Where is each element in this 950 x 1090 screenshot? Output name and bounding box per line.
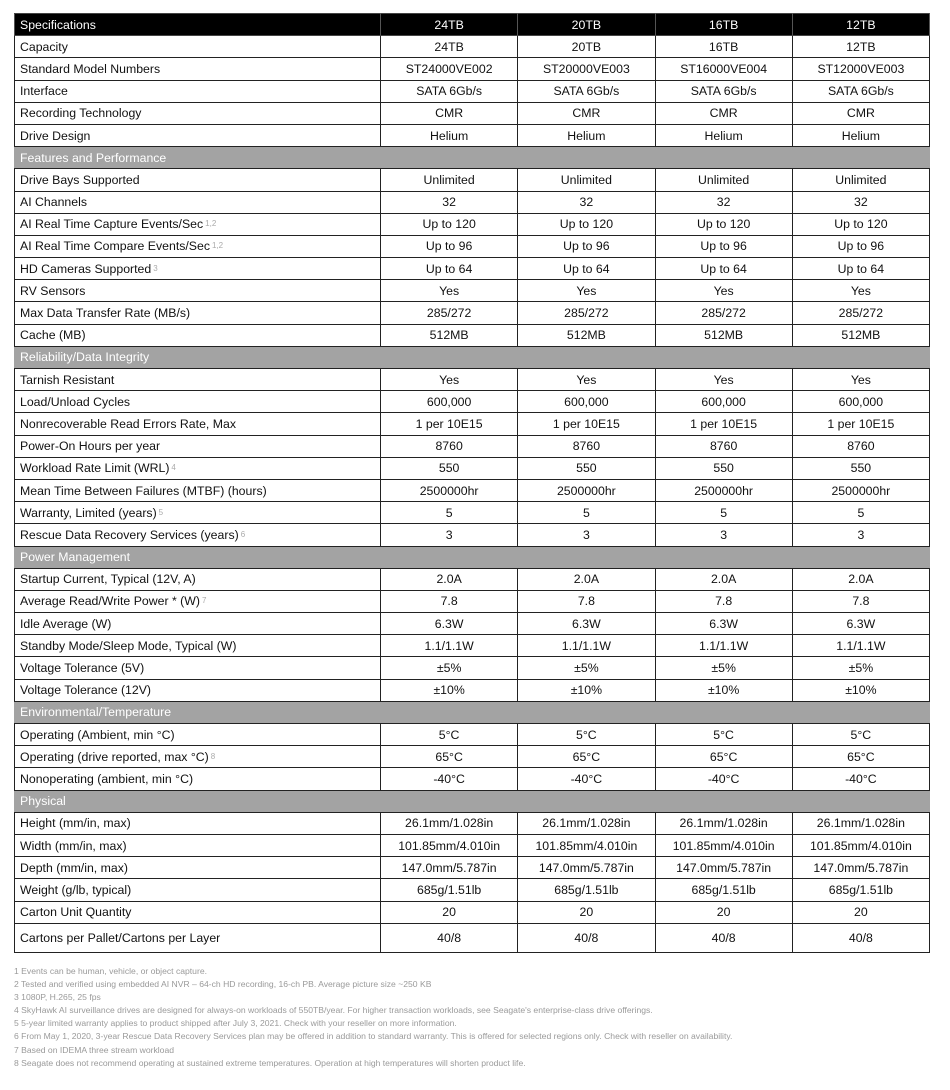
table-row <box>15 479 930 501</box>
value-cell: SATA 6Gb/s <box>792 80 929 102</box>
section-title: Features and Performance <box>15 147 930 169</box>
value-cell: 1 per 10E15 <box>655 413 792 435</box>
value-cell: ST12000VE003 <box>792 58 929 80</box>
section-title: Reliability/Data Integrity <box>15 346 930 368</box>
value-cell: 8760 <box>792 435 929 457</box>
value-cell: 40/8 <box>655 923 792 952</box>
row-label: Workload Rate Limit (WRL) <box>20 461 170 476</box>
footnote-marker: 1,2 <box>205 219 217 229</box>
value-cell: Yes <box>518 280 655 302</box>
table-row <box>15 169 930 191</box>
value-cell: 20 <box>792 901 929 923</box>
footnote-marker: 4 <box>171 463 176 473</box>
value-cell: 65°C <box>655 746 792 768</box>
value-cell: 550 <box>792 457 929 479</box>
value-cell: Up to 96 <box>655 235 792 257</box>
value-cell: 6.3W <box>381 613 518 635</box>
table-row <box>15 124 930 146</box>
footnote-line: 8 Seagate does not recommend operating at sustained extreme temperatures. Operation at high temperatures will shorten product life. <box>14 1057 526 1068</box>
value-cell: 2500000hr <box>518 479 655 501</box>
value-cell: Unlimited <box>518 169 655 191</box>
value-cell: 3 <box>518 524 655 546</box>
row-label: Startup Current, Typical (12V, A) <box>20 572 196 587</box>
value-cell: 550 <box>655 457 792 479</box>
value-cell: Yes <box>381 280 518 302</box>
header-column: 16TB <box>655 14 792 36</box>
value-cell: 20 <box>655 901 792 923</box>
table-row <box>15 457 930 479</box>
value-cell: -40°C <box>792 768 929 790</box>
value-cell: Up to 64 <box>792 258 929 280</box>
table-row <box>15 657 930 679</box>
value-cell: 16TB <box>655 36 792 58</box>
row-label: Rescue Data Recovery Services (years) <box>20 527 239 542</box>
value-cell: 2.0A <box>381 568 518 590</box>
value-cell: 26.1mm/1.028in <box>792 812 929 834</box>
value-cell: Up to 120 <box>518 213 655 235</box>
value-cell: 101.85mm/4.010in <box>655 834 792 856</box>
value-cell: CMR <box>381 102 518 124</box>
value-cell: 26.1mm/1.028in <box>655 812 792 834</box>
value-cell: 2.0A <box>792 568 929 590</box>
spec-body <box>15 36 930 953</box>
value-cell: 40/8 <box>518 923 655 952</box>
row-label-cell <box>15 768 381 790</box>
value-cell: 600,000 <box>655 391 792 413</box>
section-header-row <box>15 546 930 568</box>
row-label: Weight (g/lb, typical) <box>20 882 132 897</box>
value-cell: 147.0mm/5.787in <box>518 857 655 879</box>
row-label-cell <box>15 657 381 679</box>
value-cell: Up to 120 <box>655 213 792 235</box>
value-cell: 20 <box>381 901 518 923</box>
row-label: AI Real Time Capture Events/Sec <box>20 217 204 232</box>
value-cell: 20 <box>518 901 655 923</box>
row-label: Voltage Tolerance (5V) <box>20 661 145 676</box>
value-cell: 26.1mm/1.028in <box>381 812 518 834</box>
value-cell: 7.8 <box>381 590 518 612</box>
row-label: Standard Model Numbers <box>20 61 161 76</box>
value-cell: Yes <box>518 369 655 391</box>
section-title: Power Management <box>15 546 930 568</box>
value-cell: ST16000VE004 <box>655 58 792 80</box>
value-cell: 1.1/1.1W <box>655 635 792 657</box>
value-cell: 7.8 <box>655 590 792 612</box>
value-cell: 600,000 <box>381 391 518 413</box>
value-cell: 101.85mm/4.010in <box>792 834 929 856</box>
value-cell: 2500000hr <box>655 479 792 501</box>
value-cell: 7.8 <box>792 590 929 612</box>
value-cell: ±10% <box>655 679 792 701</box>
table-row <box>15 258 930 280</box>
row-label-cell <box>15 635 381 657</box>
value-cell: 8760 <box>518 435 655 457</box>
section-header-row <box>15 701 930 723</box>
row-label: AI Channels <box>20 195 87 210</box>
table-row <box>15 812 930 834</box>
table-row <box>15 302 930 324</box>
row-label-cell <box>15 102 381 124</box>
value-cell: 285/272 <box>792 302 929 324</box>
row-label-cell <box>15 724 381 746</box>
table-row <box>15 58 930 80</box>
value-cell: 685g/1.51lb <box>655 879 792 901</box>
footnote-line: 6 From May 1, 2020, 3-year Rescue Data Recovery Services plan may be offered in addition to standard warranty. This is offered for selected regions only. Check with reseller on availability. <box>14 1031 733 1042</box>
value-cell: 8760 <box>655 435 792 457</box>
value-cell: CMR <box>792 102 929 124</box>
row-label: Recording Technology <box>20 106 142 121</box>
value-cell: 32 <box>792 191 929 213</box>
value-cell: ±10% <box>792 679 929 701</box>
value-cell: Yes <box>655 369 792 391</box>
row-label-cell <box>15 679 381 701</box>
value-cell: Up to 96 <box>792 235 929 257</box>
row-label-cell <box>15 302 381 324</box>
value-cell: 147.0mm/5.787in <box>792 857 929 879</box>
footnote-line: 2 Tested and verified using embedded AI NVR – 64-ch HD recording, 16-ch PB. Average picture size ~250 KB <box>14 979 432 990</box>
value-cell: 1.1/1.1W <box>381 635 518 657</box>
footnote-line: 7 Based on IDEMA three stream workload <box>14 1044 175 1055</box>
value-cell: 65°C <box>792 746 929 768</box>
value-cell: 5°C <box>792 724 929 746</box>
footnote-line: 1 Events can be human, vehicle, or object capture. <box>14 966 207 976</box>
value-cell: 6.3W <box>792 613 929 635</box>
row-label: Width (mm/in, max) <box>20 838 127 853</box>
value-cell: ±5% <box>518 657 655 679</box>
value-cell: 5 <box>518 502 655 524</box>
table-row <box>15 191 930 213</box>
value-cell: 1.1/1.1W <box>518 635 655 657</box>
table-row <box>15 435 930 457</box>
row-label-cell <box>15 857 381 879</box>
value-cell: -40°C <box>655 768 792 790</box>
table-row <box>15 857 930 879</box>
row-label: Drive Bays Supported <box>20 172 140 187</box>
value-cell: 5 <box>381 502 518 524</box>
value-cell: Unlimited <box>655 169 792 191</box>
value-cell: 685g/1.51lb <box>792 879 929 901</box>
value-cell: 5 <box>655 502 792 524</box>
value-cell: ±10% <box>518 679 655 701</box>
value-cell: 512MB <box>518 324 655 346</box>
row-label-cell <box>15 124 381 146</box>
value-cell: Yes <box>655 280 792 302</box>
footnotes <box>14 965 934 1070</box>
value-cell: CMR <box>518 102 655 124</box>
table-row <box>15 36 930 58</box>
value-cell: 512MB <box>381 324 518 346</box>
row-label-cell <box>15 169 381 191</box>
value-cell: SATA 6Gb/s <box>518 80 655 102</box>
table-row <box>15 524 930 546</box>
footnote-marker: 8 <box>210 751 216 761</box>
table-row <box>15 679 930 701</box>
value-cell: 1 per 10E15 <box>381 413 518 435</box>
row-label-cell <box>15 235 381 257</box>
value-cell: 32 <box>381 191 518 213</box>
table-row <box>15 502 930 524</box>
row-label-cell <box>15 191 381 213</box>
row-label-cell <box>15 524 381 546</box>
table-row <box>15 834 930 856</box>
value-cell: 8760 <box>381 435 518 457</box>
row-label: Power-On Hours per year <box>20 439 161 454</box>
value-cell: 1 per 10E15 <box>518 413 655 435</box>
value-cell: ±5% <box>792 657 929 679</box>
row-label: Max Data Transfer Rate (MB/s) <box>20 306 191 321</box>
value-cell: Helium <box>518 124 655 146</box>
section-title: Environmental/Temperature <box>15 701 930 723</box>
value-cell: 1.1/1.1W <box>792 635 929 657</box>
table-row <box>15 102 930 124</box>
value-cell: ±10% <box>381 679 518 701</box>
footnote-marker: 3 <box>153 263 158 273</box>
value-cell: Up to 64 <box>655 258 792 280</box>
footnote-line: 4 SkyHawk AI surveillance drives are designed for always-on workloads of 550TB/year. For higher transaction workloads, see Seagate's enterprise-class drive offerings. <box>14 1005 653 1016</box>
value-cell: Up to 120 <box>381 213 518 235</box>
value-cell: ±5% <box>381 657 518 679</box>
row-label: Depth (mm/in, max) <box>20 860 128 875</box>
row-label-cell <box>15 834 381 856</box>
value-cell: 26.1mm/1.028in <box>518 812 655 834</box>
table-row <box>15 746 930 768</box>
value-cell: 65°C <box>381 746 518 768</box>
value-cell: 32 <box>655 191 792 213</box>
row-label: HD Cameras Supported <box>20 261 152 276</box>
value-cell: 5°C <box>518 724 655 746</box>
row-label: Voltage Tolerance (12V) <box>20 683 152 698</box>
row-label: Idle Average (W) <box>20 616 112 631</box>
header-column: 24TB <box>381 14 518 36</box>
row-label: Cache (MB) <box>20 328 86 343</box>
value-cell: 600,000 <box>518 391 655 413</box>
row-label: AI Real Time Compare Events/Sec <box>20 239 210 254</box>
value-cell: -40°C <box>381 768 518 790</box>
row-label-cell <box>15 901 381 923</box>
value-cell: 3 <box>655 524 792 546</box>
table-row <box>15 613 930 635</box>
table-row <box>15 369 930 391</box>
spec-table <box>14 13 930 953</box>
row-label-cell <box>15 479 381 501</box>
row-label-cell <box>15 568 381 590</box>
table-row <box>15 213 930 235</box>
value-cell: 512MB <box>655 324 792 346</box>
value-cell: 40/8 <box>381 923 518 952</box>
footnote-line: 3 1080P, H.265, 25 fps <box>14 992 101 1003</box>
row-label-cell <box>15 879 381 901</box>
value-cell: 147.0mm/5.787in <box>655 857 792 879</box>
row-label-cell <box>15 435 381 457</box>
row-label-cell <box>15 369 381 391</box>
header-row <box>15 14 930 36</box>
value-cell: 285/272 <box>518 302 655 324</box>
value-cell: Up to 64 <box>381 258 518 280</box>
value-cell: 101.85mm/4.010in <box>518 834 655 856</box>
value-cell: 2.0A <box>655 568 792 590</box>
row-label-cell <box>15 391 381 413</box>
row-label: Height (mm/in, max) <box>20 816 131 831</box>
value-cell: 2500000hr <box>381 479 518 501</box>
value-cell: CMR <box>655 102 792 124</box>
table-row <box>15 923 930 952</box>
table-row <box>15 901 930 923</box>
value-cell: Unlimited <box>792 169 929 191</box>
table-row <box>15 879 930 901</box>
table-row <box>15 413 930 435</box>
value-cell: ST20000VE003 <box>518 58 655 80</box>
table-row <box>15 280 930 302</box>
table-row <box>15 568 930 590</box>
row-label-cell <box>15 280 381 302</box>
row-label: Drive Design <box>20 128 91 143</box>
table-row <box>15 324 930 346</box>
value-cell: ST24000VE002 <box>381 58 518 80</box>
header-label: Specifications <box>15 14 381 36</box>
table-row <box>15 80 930 102</box>
value-cell: SATA 6Gb/s <box>381 80 518 102</box>
value-cell: SATA 6Gb/s <box>655 80 792 102</box>
row-label-cell <box>15 413 381 435</box>
value-cell: Yes <box>792 369 929 391</box>
table-row <box>15 391 930 413</box>
row-label-cell <box>15 590 381 612</box>
section-title: Physical <box>15 790 930 812</box>
value-cell: 40/8 <box>792 923 929 952</box>
value-cell: 2500000hr <box>792 479 929 501</box>
row-label: Cartons per Pallet/Cartons per Layer <box>20 930 221 945</box>
value-cell: Helium <box>655 124 792 146</box>
value-cell: Yes <box>381 369 518 391</box>
row-label: Mean Time Between Failures (MTBF) (hours) <box>20 483 267 498</box>
row-label: Operating (Ambient, min °C) <box>20 727 175 742</box>
value-cell: 285/272 <box>381 302 518 324</box>
value-cell: 685g/1.51lb <box>381 879 518 901</box>
row-label-cell <box>15 746 381 768</box>
value-cell: 7.8 <box>518 590 655 612</box>
value-cell: Unlimited <box>381 169 518 191</box>
value-cell: 285/272 <box>655 302 792 324</box>
row-label-cell <box>15 502 381 524</box>
value-cell: 5 <box>792 502 929 524</box>
row-label: Nonrecoverable Read Errors Rate, Max <box>20 416 236 431</box>
value-cell: -40°C <box>518 768 655 790</box>
row-label-cell <box>15 213 381 235</box>
footnote-line: 5 5-year limited warranty applies to product shipped after July 3, 2021. Check with your reseller on more information. <box>14 1018 457 1029</box>
row-label-cell <box>15 258 381 280</box>
table-row <box>15 635 930 657</box>
header-column: 20TB <box>518 14 655 36</box>
table-row <box>15 724 930 746</box>
value-cell: 5°C <box>655 724 792 746</box>
value-cell: 550 <box>518 457 655 479</box>
row-label-cell <box>15 80 381 102</box>
value-cell: Yes <box>792 280 929 302</box>
row-label: Load/Unload Cycles <box>20 394 131 409</box>
header-column: 12TB <box>792 14 929 36</box>
value-cell: 685g/1.51lb <box>518 879 655 901</box>
value-cell: Up to 96 <box>381 235 518 257</box>
value-cell: 20TB <box>518 36 655 58</box>
value-cell: 3 <box>381 524 518 546</box>
value-cell: ±5% <box>655 657 792 679</box>
value-cell: Up to 120 <box>792 213 929 235</box>
footnote-marker: 5 <box>158 507 164 517</box>
value-cell: Up to 64 <box>518 258 655 280</box>
row-label: Standby Mode/Sleep Mode, Typical (W) <box>20 638 237 653</box>
value-cell: 147.0mm/5.787in <box>381 857 518 879</box>
value-cell: 6.3W <box>518 613 655 635</box>
row-label-cell <box>15 58 381 80</box>
table-row <box>15 590 930 612</box>
footnote-marker: 1,2 <box>212 241 224 251</box>
section-header-row <box>15 147 930 169</box>
row-label-cell <box>15 36 381 58</box>
row-label-cell <box>15 457 381 479</box>
row-label: Average Read/Write Power * (W) <box>20 594 200 609</box>
value-cell: Helium <box>792 124 929 146</box>
row-label: Interface <box>20 84 68 99</box>
section-header-row <box>15 346 930 368</box>
value-cell: 32 <box>518 191 655 213</box>
value-cell: 512MB <box>792 324 929 346</box>
row-label: Capacity <box>20 39 68 54</box>
row-label: Carton Unit Quantity <box>20 905 132 920</box>
table-row <box>15 768 930 790</box>
value-cell: 3 <box>792 524 929 546</box>
row-label-cell <box>15 812 381 834</box>
row-label: Nonoperating (ambient, min °C) <box>20 771 194 786</box>
row-label: RV Sensors <box>20 283 86 298</box>
value-cell: Up to 96 <box>518 235 655 257</box>
table-row <box>15 235 930 257</box>
value-cell: 600,000 <box>792 391 929 413</box>
value-cell: 550 <box>381 457 518 479</box>
row-label: Operating (drive reported, max °C) <box>20 749 209 764</box>
row-label-cell <box>15 923 381 952</box>
value-cell: 65°C <box>518 746 655 768</box>
footnote-marker: 7 <box>201 596 207 606</box>
value-cell: 24TB <box>381 36 518 58</box>
row-label: Tarnish Resistant <box>20 372 115 387</box>
value-cell: 12TB <box>792 36 929 58</box>
row-label-cell <box>15 613 381 635</box>
value-cell: Helium <box>381 124 518 146</box>
value-cell: 5°C <box>381 724 518 746</box>
row-label: Warranty, Limited (years) <box>20 505 157 520</box>
footnote-marker: 6 <box>240 529 246 539</box>
value-cell: 6.3W <box>655 613 792 635</box>
row-label-cell <box>15 324 381 346</box>
value-cell: 1 per 10E15 <box>792 413 929 435</box>
value-cell: 101.85mm/4.010in <box>381 834 518 856</box>
section-header-row <box>15 790 930 812</box>
value-cell: 2.0A <box>518 568 655 590</box>
